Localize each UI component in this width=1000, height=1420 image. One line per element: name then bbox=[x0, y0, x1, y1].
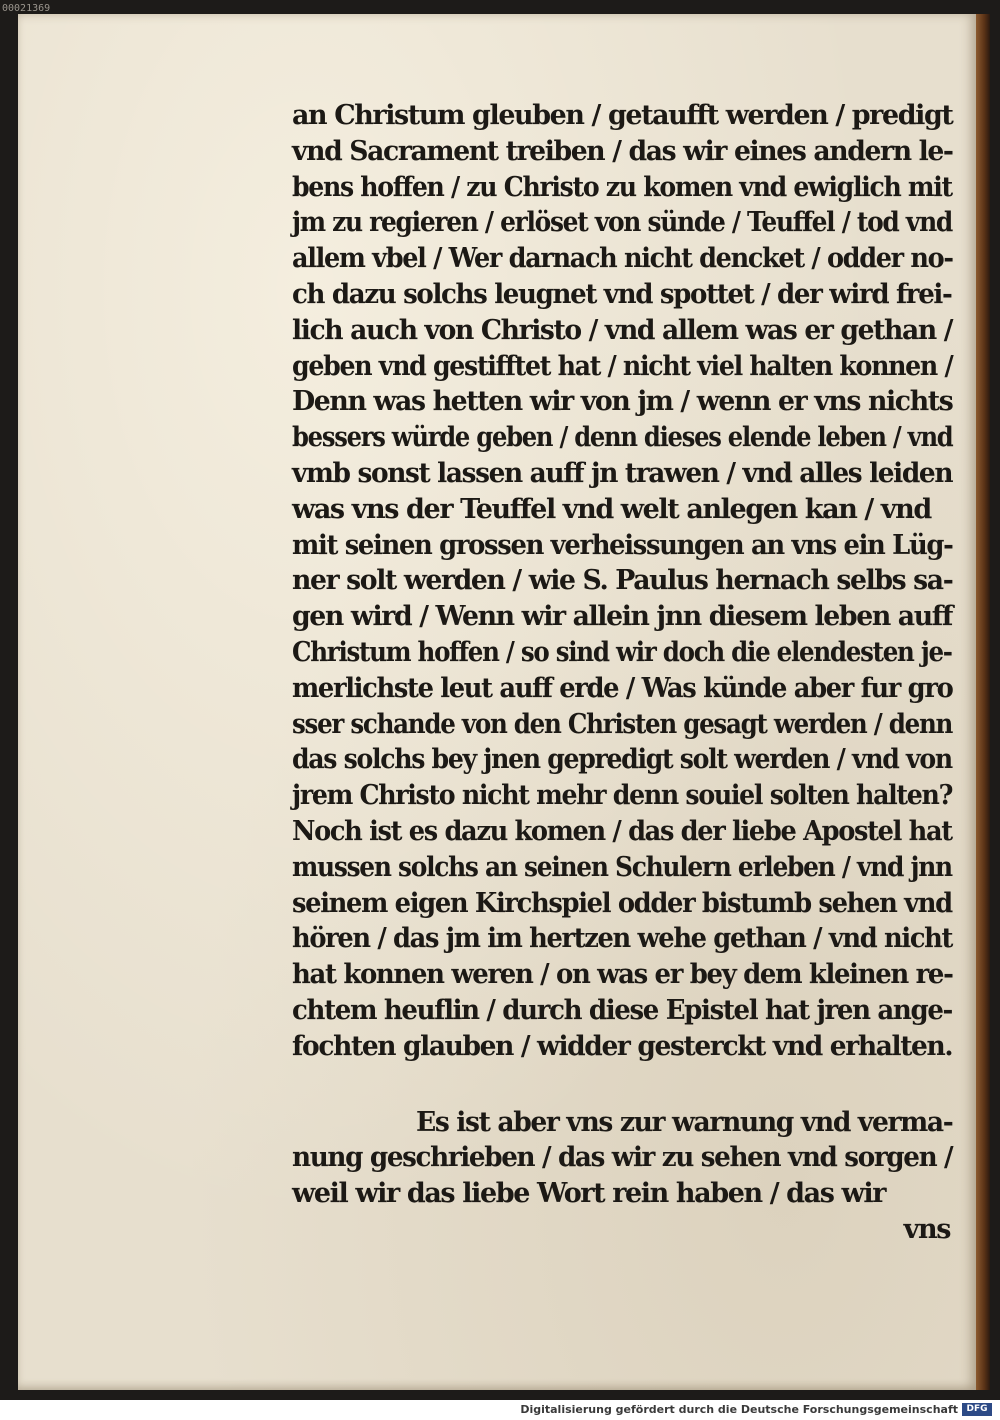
text-line: was vns der Teuffel vnd welt anlegen kan / vnd bbox=[292, 493, 931, 525]
text-line: allem vbel / Wer darnach nicht dencket / odder no- bbox=[292, 243, 953, 275]
page-edge bbox=[976, 14, 990, 1390]
text-line: an Christum gleuben / getaufft werden / predigt bbox=[292, 100, 953, 131]
footer-credit: Digitalisierung gefördert durch die Deutsche Forschungsgemeinschaft bbox=[520, 1403, 958, 1416]
text-line: Es ist aber vns zur warnung vnd verma- bbox=[415, 1106, 953, 1138]
text-line: Christum hoffen / so sind wir doch die elendesten je- bbox=[292, 636, 952, 668]
text-line: seinem eigen Kirchspiel odder bistumb sehen vnd bbox=[292, 887, 952, 919]
text-line: bens hoffen / zu Christo zu komen vnd ewiglich mit bbox=[292, 171, 952, 203]
text-line: bessers würde geben / denn dieses elende leben / vnd bbox=[292, 422, 953, 454]
paragraph-gap bbox=[292, 1065, 952, 1105]
text-line: ch dazu solchs leugnet vnd spottet / der wird frei- bbox=[292, 278, 952, 310]
text-line: hat konnen weren / on was er bey dem kleinen re- bbox=[292, 959, 953, 991]
text-line: geben vnd gestifftet hat / nicht viel halten konnen / bbox=[292, 350, 953, 382]
footer-bar bbox=[0, 1400, 1000, 1420]
text-line: das solchs bey jnen gepredigt solt werden / vnd von bbox=[292, 744, 952, 776]
text-line: jm zu regieren / erlöset von sünde / Teuffel / tod vnd bbox=[292, 207, 952, 239]
text-line: merlichste leut auff erde / Was künde aber fur gro bbox=[292, 672, 953, 704]
text-line: nung geschrieben / das wir zu sehen vnd sorgen / bbox=[292, 1142, 953, 1174]
text-line: hören / das jm im hertzen wehe gethan / vnd nicht bbox=[292, 923, 953, 955]
text-line: gen wird / Wenn wir allein jnn diesem leben auff bbox=[292, 601, 953, 633]
scan-id-label: 00021369 bbox=[2, 3, 51, 14]
page-text bbox=[292, 98, 952, 1248]
text-line: mussen solchs an seinen Schulern erleben / vnd jnn bbox=[292, 851, 952, 883]
text-line: vmb sonst lassen auff jn trawen / vnd alles leiden bbox=[292, 457, 953, 489]
text-line: vnd Sacrament treiben / das wir eines andern le- bbox=[292, 135, 953, 167]
text-line: mit seinen grossen verheissungen an vns ein Lüg- bbox=[292, 529, 953, 561]
text-line: weil wir das liebe Wort rein haben / das wir bbox=[292, 1178, 886, 1210]
text-line: chtem heuflin / durch diese Epistel hat jren ange- bbox=[292, 994, 953, 1026]
dfg-logo: DFG bbox=[962, 1403, 992, 1416]
text-line: Noch ist es dazu komen / das der liebe Apostel hat bbox=[292, 815, 952, 847]
text-line: fochten glauben / widder gesterckt vnd erhalten. bbox=[292, 1030, 953, 1062]
text-line: ner solt werden / wie S. Paulus hernach selbs sa- bbox=[292, 565, 953, 597]
text-line: Denn was hetten wir von jm / wenn er vns nichts bbox=[292, 386, 953, 418]
text-line: lich auch von Christo / vnd allem was er gethan / bbox=[292, 314, 953, 346]
catchword: vns bbox=[903, 1213, 950, 1245]
text-line: jrem Christo nicht mehr denn souiel solten halten? bbox=[292, 780, 953, 812]
text-line: sser schande von den Christen gesagt werden / denn bbox=[292, 708, 953, 740]
